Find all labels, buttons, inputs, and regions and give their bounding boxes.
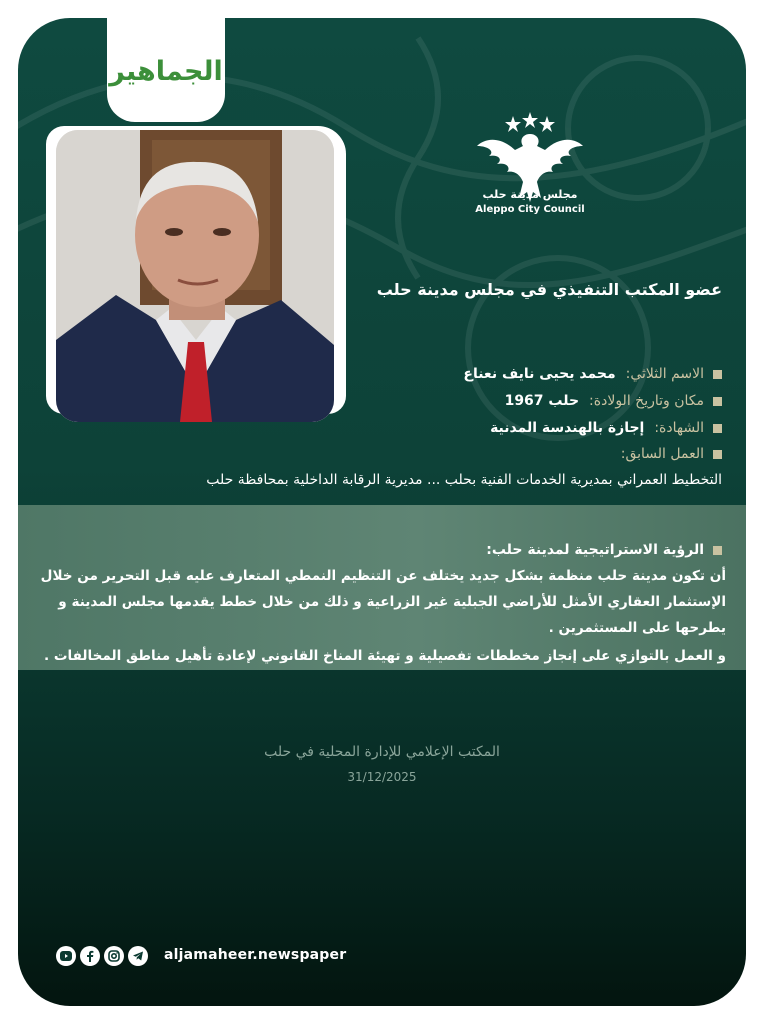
info-row-birth (505, 393, 722, 409)
telegram-icon[interactable] (128, 946, 148, 966)
info-value: حلب 1967 (504, 393, 580, 409)
bullet-square (713, 370, 722, 379)
info-label: مكان وتاريخ الولادة: (589, 393, 704, 409)
info-row-name (463, 366, 722, 382)
portrait-photo (56, 130, 334, 422)
vision-line: و العمل بالتوازي على إنجاز مخططات تفصيلية و تهيئة المناخ القانوني لإعادة تأهيل مناطق المخالفات . (43, 648, 726, 664)
youtube-icon[interactable] (56, 946, 76, 966)
vision-line: أن تكون مدينة حلب منظمة بشكل جديد يختلف عن التنظيم النمطي المتعارف عليه قبل التحرير من خلال (40, 568, 726, 584)
info-label: العمل السابق: (620, 446, 704, 462)
bullet-square (713, 546, 722, 555)
footer-office: المكتب الإعلامي للإدارة المحلية في حلب (264, 744, 500, 760)
footer-date: 31/12/2025 (347, 770, 417, 784)
newspaper-handle[interactable]: aljamaheer.newspaper (164, 947, 347, 963)
vision-line: الإستثمار العقاري الأمثل للأراضي الجبلية غير الزراعية و ذلك من خلال خطط يقدمها مجلس المدينة و (58, 594, 726, 610)
vision-band (18, 505, 746, 670)
info-value: محمد يحيى نايف نعناع (463, 366, 616, 382)
bullet-square (713, 450, 722, 459)
position-title: عضو المكتب التنفيذي في مجلس مدينة حلب (376, 280, 722, 299)
bullet-square (713, 424, 722, 433)
council-name-english: Aleppo City Council (475, 204, 585, 215)
info-label: الشهادة: (654, 420, 704, 436)
vision-title (486, 542, 722, 558)
newspaper-logo (107, 18, 225, 122)
logo-text: الجماهير (109, 56, 223, 87)
instagram-icon[interactable] (104, 946, 124, 966)
bullet-square (713, 397, 722, 406)
facebook-icon[interactable] (80, 946, 100, 966)
council-name-arabic: مجلس مدينة حلب (482, 188, 578, 201)
vision-title-text: الرؤية الاستراتيجية لمدينة حلب: (486, 542, 704, 558)
info-row-previous-work (621, 446, 722, 462)
info-label: الاسم الثلاثي: (625, 366, 704, 382)
previous-work-text: التخطيط العمراني بمديرية الخدمات الفنية بحلب ... مديرية الرقابة الداخلية بمحافظة حلب (206, 472, 722, 488)
social-icons (56, 946, 148, 968)
vision-line: يطرحها على المستثمرين . (548, 620, 726, 636)
info-row-degree (490, 420, 722, 436)
info-value: إجازة بالهندسة المدنية (490, 420, 645, 436)
